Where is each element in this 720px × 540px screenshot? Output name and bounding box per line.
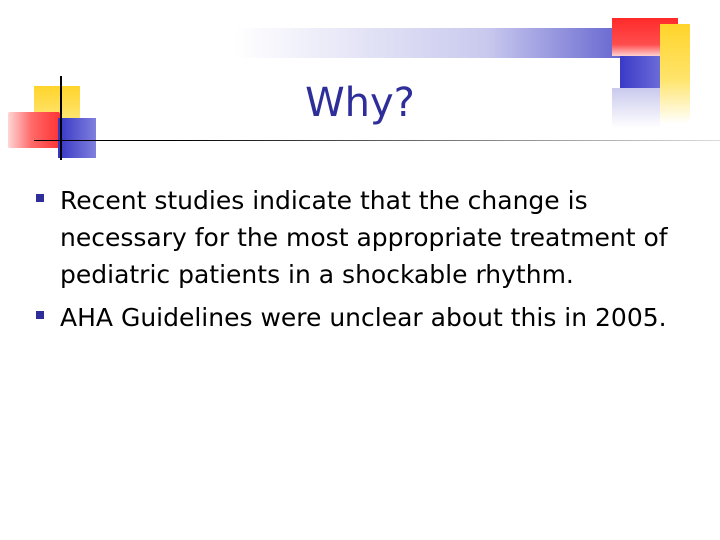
slide-title: Why? bbox=[305, 80, 415, 126]
bullet-item bbox=[30, 299, 670, 336]
bullet-text: AHA Guidelines were unclear about this in 2005. bbox=[60, 303, 667, 332]
bullet-list bbox=[30, 182, 670, 342]
bullet-item bbox=[30, 182, 670, 293]
square-bullet-icon bbox=[36, 194, 44, 202]
bullet-text: Recent studies indicate that the change is necessary for the most appropriate treatment of pediatric patients in a shockable rhythm. bbox=[60, 186, 668, 289]
decorative-gradient-band bbox=[235, 28, 655, 58]
title-divider bbox=[34, 140, 720, 141]
square-bullet-icon bbox=[36, 311, 44, 319]
